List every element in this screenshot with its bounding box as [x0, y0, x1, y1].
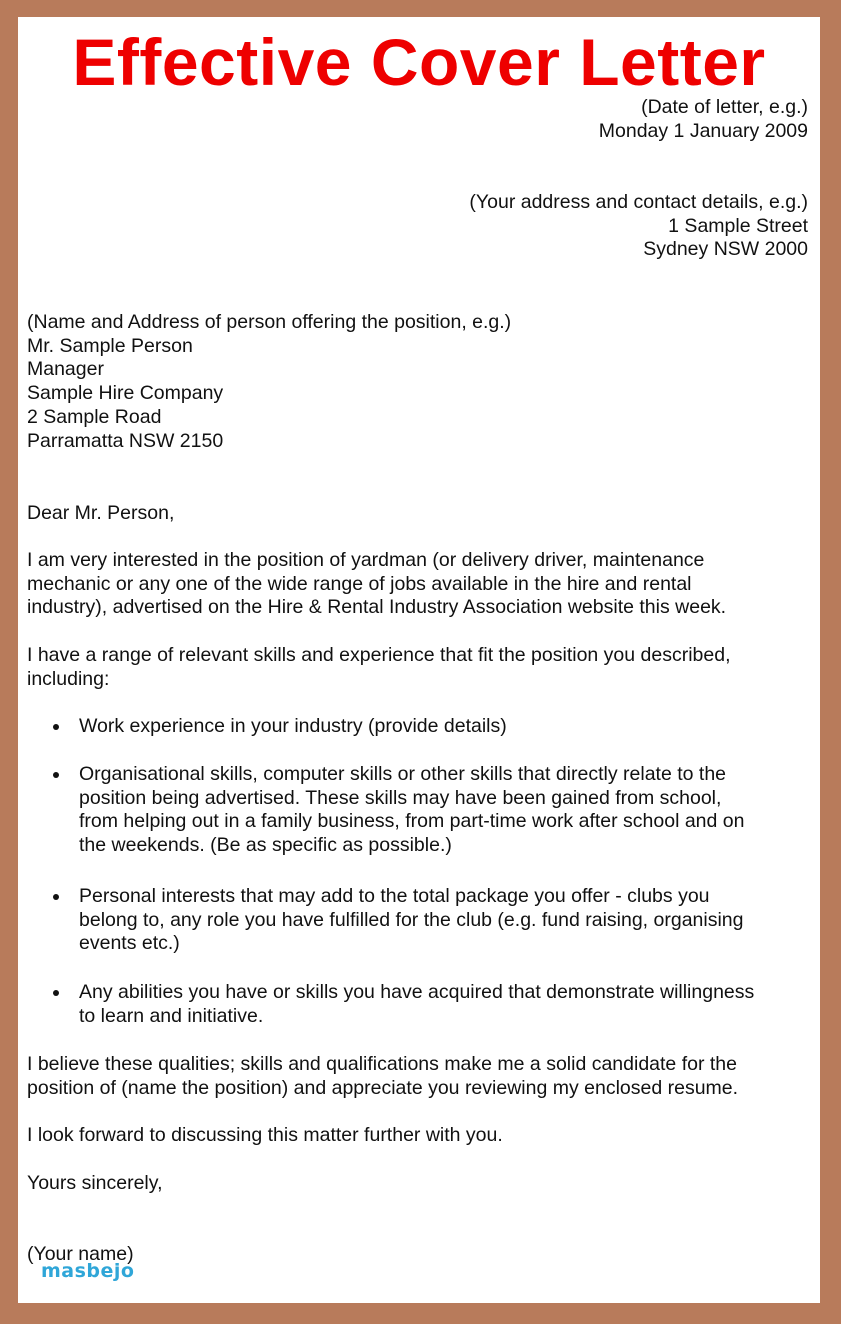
- bullet-icon: [53, 772, 59, 778]
- paragraph-line: I believe these qualities; skills and qualifications make me a solid candidate for the: [27, 1053, 737, 1075]
- page-title: Effective Cover Letter: [72, 25, 766, 99]
- body-paragraph-2: [27, 644, 807, 691]
- closing-text: Yours sincerely,: [27, 1172, 163, 1194]
- recipient-role: Manager: [27, 358, 104, 381]
- paragraph-line: I have a range of relevant skills and experience that fit the position you described,: [27, 644, 731, 666]
- body-paragraph-1: [27, 549, 807, 620]
- letter-page: [18, 17, 820, 1303]
- salutation: [27, 502, 807, 526]
- recipient-street: 2 Sample Road: [27, 405, 162, 428]
- bullet-line: from helping out in a family business, from part-time work after school and on: [79, 810, 745, 833]
- paragraph-line: I look forward to discussing this matter further with you.: [27, 1124, 503, 1146]
- bullet-line: Any abilities you have or skills you have acquired that demonstrate willingness: [79, 981, 755, 1003]
- bullet-icon: [53, 894, 59, 900]
- bullet-line: Personal interests that may add to the total package you offer - clubs you: [79, 885, 710, 907]
- paragraph-line: mechanic or any one of the wide range of jobs available in the hire and rental: [27, 572, 692, 595]
- salutation-text: Dear Mr. Person,: [27, 502, 175, 524]
- paragraph-line: including:: [27, 667, 110, 690]
- recipient-city: Parramatta NSW 2150: [27, 429, 224, 452]
- date-block: [599, 96, 808, 143]
- recipient-hint: (Name and Address of person offering the position, e.g.): [27, 311, 512, 333]
- sender-street: 1 Sample Street: [668, 214, 808, 237]
- watermark-logo: masbejo: [41, 1260, 135, 1282]
- bullet-line: to learn and initiative.: [79, 1004, 264, 1027]
- signature-text: (Your name): [27, 1243, 134, 1265]
- bullet-line: position being advertised. These skills may have been gained from school,: [79, 786, 722, 809]
- bullet-line: belong to, any role you have fulfilled for the club (e.g. fund raising, organising: [79, 908, 744, 931]
- bullet-line: the weekends. (Be as specific as possible.): [79, 834, 452, 857]
- bullet-line: Work experience in your industry (provide details): [79, 715, 507, 737]
- bullet-icon: [53, 724, 59, 730]
- body-paragraph-4: [27, 1124, 807, 1148]
- letter-date: Monday 1 January 2009: [598, 119, 808, 142]
- bullet-icon: [53, 990, 59, 996]
- paragraph-line: industry), advertised on the Hire & Rental Industry Association website this week.: [27, 596, 727, 619]
- sender-hint: (Your address and contact details, e.g.): [469, 191, 808, 213]
- sender-city: Sydney NSW 2000: [643, 238, 808, 261]
- body-paragraph-3: [27, 1053, 807, 1100]
- signature: [27, 1243, 807, 1267]
- bullet-line: events etc.): [79, 932, 180, 955]
- sender-address-block: [469, 191, 808, 262]
- paragraph-line: position of (name the position) and appreciate you reviewing my enclosed resume.: [27, 1076, 739, 1099]
- recipient-name: Mr. Sample Person: [27, 334, 193, 357]
- date-hint: (Date of letter, e.g.): [641, 96, 808, 118]
- paragraph-line: I am very interested in the position of yardman (or delivery driver, maintenance: [27, 549, 705, 571]
- closing: [27, 1172, 807, 1196]
- bullet-line: Organisational skills, computer skills or other skills that directly relate to the: [79, 763, 727, 785]
- recipient-company: Sample Hire Company: [27, 382, 224, 405]
- recipient-address-block: [27, 311, 807, 453]
